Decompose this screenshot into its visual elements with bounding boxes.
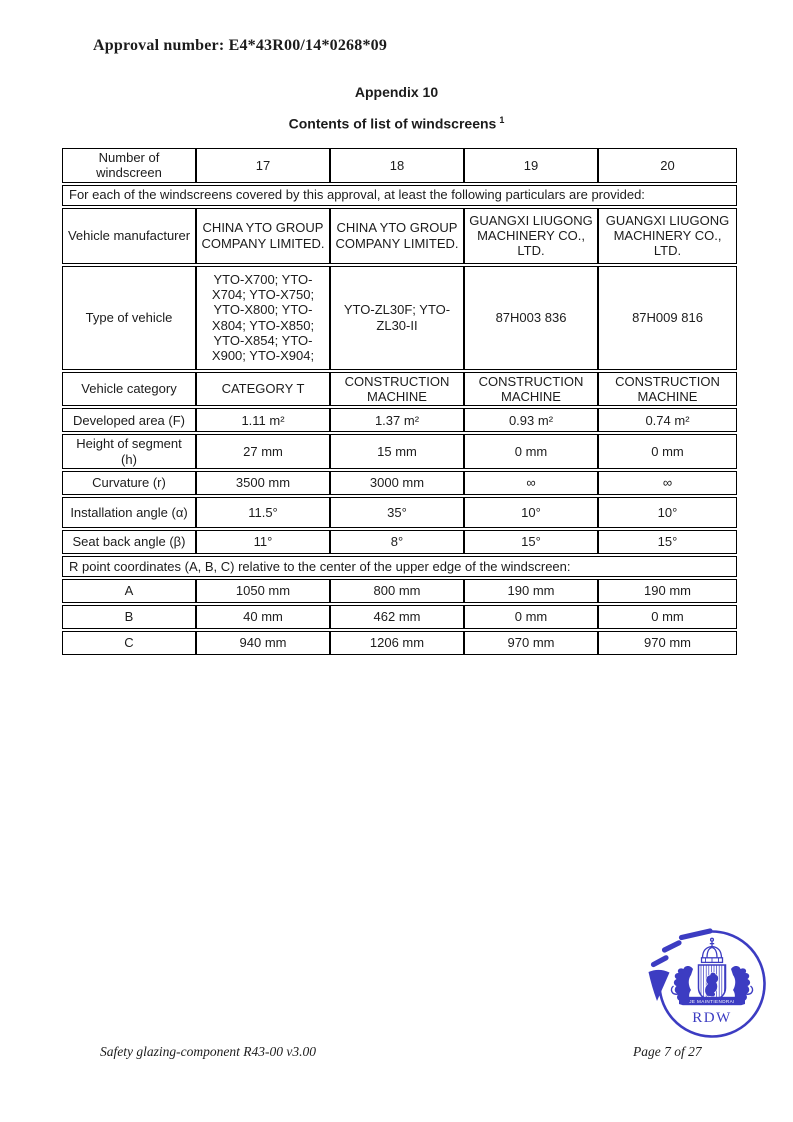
contents-title [0,115,793,132]
cell: 15 mm [330,434,464,469]
lion-supporter-icon [731,966,753,1001]
rdw-text: RDW [692,1010,732,1026]
table-note-row [62,185,737,206]
rdw-stamp-logo [645,924,771,1046]
cell: 1050 mm [196,579,330,603]
column-header: 17 [196,148,330,183]
footer-document-version: Safety glazing-component R43-00 v3.00 [100,1044,316,1059]
windscreen-table [62,146,737,657]
column-header: 18 [330,148,464,183]
cell: 11.5° [196,497,330,528]
cell: GUANGXI LIUGONG MACHINERY CO., LTD. [598,208,737,264]
cell: 15° [464,530,598,554]
table-row [62,605,737,629]
table-row [62,434,737,469]
row-label: C [62,631,196,655]
table-row [62,631,737,655]
motto-banner [679,997,745,1005]
table-row [62,266,737,370]
table-row [62,372,737,407]
cell: YTO-X700; YTO-X704; YTO-X750; YTO-X800; YTO-X804; YTO-X850; YTO-X854; YTO-X900; YTO-X904; [196,266,330,370]
cell: 0 mm [464,434,598,469]
cell: 87H003 836 [464,266,598,370]
row-label: B [62,605,196,629]
cell: 970 mm [598,631,737,655]
cell: GUANGXI LIUGONG MACHINERY CO., LTD. [464,208,598,264]
cell: 8° [330,530,464,554]
column-header: 19 [464,148,598,183]
motto-text: JE MAINTIENDRAI [689,998,735,1004]
cell: CONSTRUCTION MACHINE [464,372,598,407]
appendix-title: Appendix 10 [354,84,439,100]
row-label: Vehicle manufacturer [62,208,196,264]
cell: ∞ [464,471,598,495]
cell: ∞ [598,471,737,495]
cell: 35° [330,497,464,528]
r-point-note: R point coordinates (A, B, C) relative to the center of the upper edge of the windscreen: [62,556,737,577]
row-label: Type of vehicle [62,266,196,370]
table-row [62,530,737,554]
cell: 1206 mm [330,631,464,655]
stamp-wedge-icon [649,970,670,1001]
column-header: 20 [598,148,737,183]
row-label: Developed area (F) [62,408,196,432]
table-header-row [62,148,737,183]
cell: CHINA YTO GROUP COMPANY LIMITED. [330,208,464,264]
cell: CATEGORY T [196,372,330,407]
cell: 1.37 m² [330,408,464,432]
approval-number-line [93,37,387,55]
cell: 87H009 816 [598,266,737,370]
table-row [62,408,737,432]
shield-icon [699,965,726,1002]
cell: 11° [196,530,330,554]
cell: 462 mm [330,605,464,629]
header-row-label: Number of windscreen [62,148,196,183]
cell: 970 mm [464,631,598,655]
cell: 190 mm [598,579,737,603]
crown-icon [702,938,723,962]
contents-title-footnote-ref: 1 [499,115,505,125]
cell: 940 mm [196,631,330,655]
cell: 3000 mm [330,471,464,495]
row-label: Vehicle category [62,372,196,407]
cell: 40 mm [196,605,330,629]
table-row [62,579,737,603]
cell: 800 mm [330,579,464,603]
cell: 190 mm [464,579,598,603]
approval-number-label: Approval number: [93,37,225,54]
table-row [62,471,737,495]
cell: 0 mm [598,605,737,629]
cell: 0.74 m² [598,408,737,432]
row-label: Height of segment (h) [62,434,196,469]
row-label: A [62,579,196,603]
cell: 10° [464,497,598,528]
cell: YTO-ZL30F; YTO-ZL30-II [330,266,464,370]
cell: 0 mm [598,434,737,469]
cell: 10° [598,497,737,528]
cell: 3500 mm [196,471,330,495]
cell: CONSTRUCTION MACHINE [330,372,464,407]
approval-number-value: E4*43R00/14*0268*09 [228,37,388,54]
cell: 15° [598,530,737,554]
cell: CONSTRUCTION MACHINE [598,372,737,407]
footer-page-number: Page 7 of 27 [633,1044,702,1059]
table-note-row [62,556,737,577]
cell: 27 mm [196,434,330,469]
row-label: Seat back angle (β) [62,530,196,554]
contents-title-text: Contents of list of windscreens [288,115,497,132]
cell: 1.11 m² [196,408,330,432]
cell: 0 mm [464,605,598,629]
row-label: Installation angle (α) [62,497,196,528]
table-row [62,497,737,528]
cell: 0.93 m² [464,408,598,432]
table-row [62,208,737,264]
table-note: For each of the windscreens covered by this approval, at least the following particulars are provided: [62,185,737,206]
cell: CHINA YTO GROUP COMPANY LIMITED. [196,208,330,264]
row-label: Curvature (r) [62,471,196,495]
lion-supporter-icon [671,966,693,1001]
